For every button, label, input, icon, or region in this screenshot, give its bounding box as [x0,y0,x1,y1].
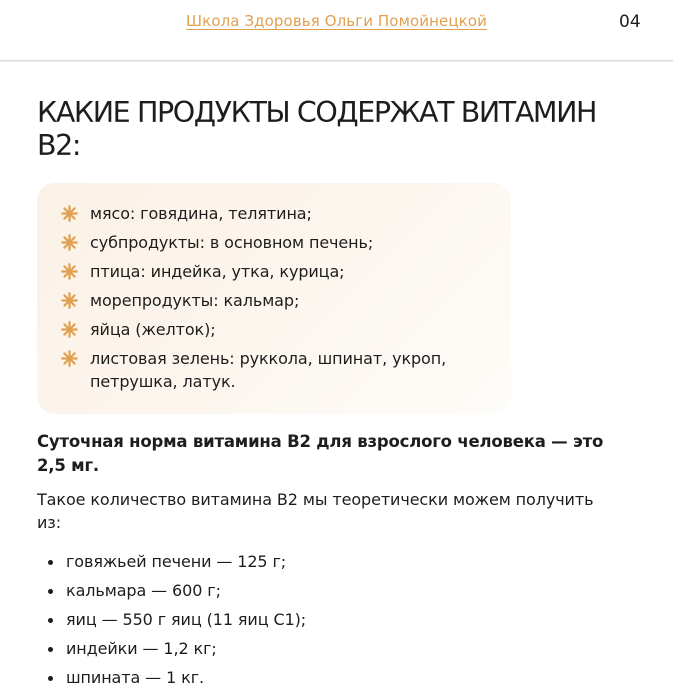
source-item-label: шпината — 1 кг. [66,668,204,687]
food-item-label: яйца (желток); [90,320,216,339]
asterisk-bullet-icon [61,350,78,367]
source-item [48,579,306,602]
bullet-dot-icon [48,618,53,623]
food-list [61,202,501,399]
food-item [61,260,501,283]
food-item-label: субпродукты: в основном печень; [90,233,374,252]
asterisk-bullet-icon [61,234,78,251]
sources-list [48,550,306,695]
source-item-label: говяжьей печени — 125 г; [66,552,287,571]
food-item [61,318,501,341]
food-item [61,231,501,254]
daily-norm: Суточная норма витамина В2 для взрослого человека — это 2,5 мг. [37,432,604,475]
source-item-label: яиц — 550 г яиц (11 яиц С1); [66,610,307,629]
food-list-box [37,183,511,414]
bullet-dot-icon [48,647,53,652]
header-divider [0,60,673,62]
source-item [48,666,306,689]
bullet-dot-icon [48,676,53,681]
food-item-label: птица: индейка, утка, курица; [90,262,345,281]
page-number: 04 [619,12,641,32]
school-link[interactable]: Школа Здоровья Ольги Помойнецкой [186,12,487,30]
source-item-label: кальмара — 600 г; [66,581,221,600]
asterisk-bullet-icon [61,263,78,280]
sources-intro: Такое количество витамина В2 мы теоретически можем получить из: [37,490,594,532]
asterisk-bullet-icon [61,292,78,309]
source-item [48,637,306,660]
asterisk-bullet-icon [61,321,78,338]
header [0,0,673,62]
food-item [61,202,501,225]
source-item [48,608,306,631]
source-item [48,550,306,573]
source-item-label: индейки — 1,2 кг; [66,639,217,658]
food-item-label: листовая зелень: руккола, шпинат, укроп, петрушка, латук. [90,349,447,391]
food-item-label: мясо: говядина, телятина; [90,204,312,223]
food-item [61,289,501,312]
page-title: КАКИЕ ПРОДУКТЫ СОДЕРЖАТ ВИТАМИН В2: [37,96,597,162]
bullet-dot-icon [48,560,53,565]
bullet-dot-icon [48,589,53,594]
asterisk-bullet-icon [61,205,78,222]
food-item [61,347,501,393]
food-item-label: морепродукты: кальмар; [90,291,300,310]
